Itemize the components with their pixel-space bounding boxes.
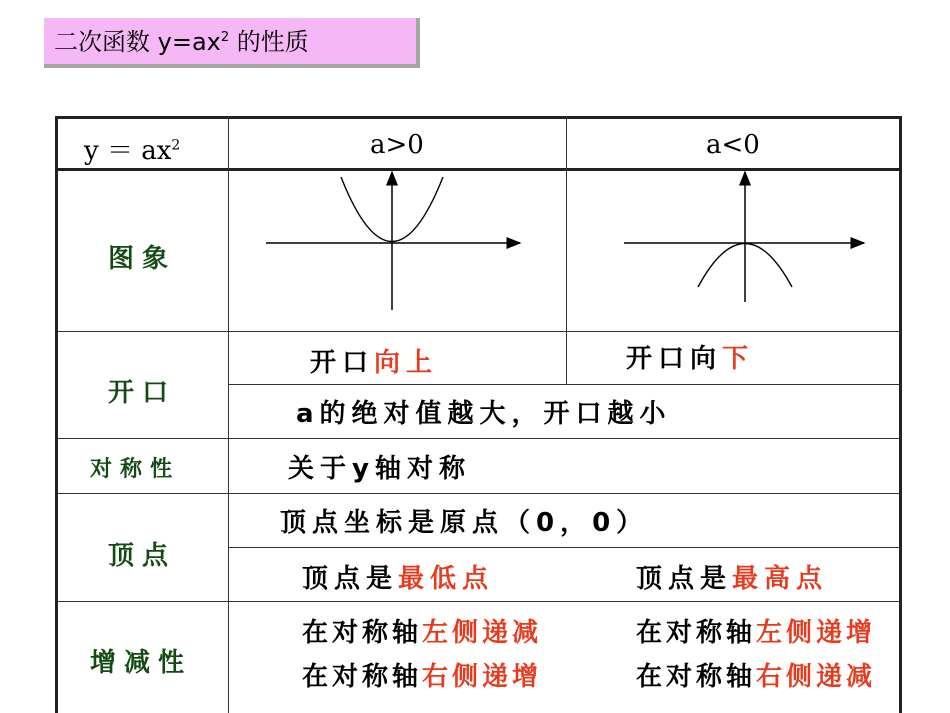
symmetry-text: 关于y轴对称 — [288, 454, 471, 484]
monotonic-positive-line1: 在对称轴左侧递减 — [302, 618, 543, 648]
title-suffix: 的性质 — [229, 28, 309, 56]
row-label-monotonic: 增减性 — [90, 648, 193, 678]
vertex-positive: 顶点是最低点 — [302, 564, 495, 594]
graph-upward-parabola — [266, 172, 520, 310]
opening-positive: 开口向上 — [310, 348, 439, 378]
vertex-common: 顶点坐标是原点（0，0） — [280, 508, 649, 538]
header-a-negative: a<0 — [706, 130, 760, 160]
row-label-vertex: 顶点 — [108, 541, 177, 571]
title-superscript: 2 — [220, 30, 230, 45]
graph-downward-parabola — [624, 172, 864, 302]
row-label-opening: 开口 — [108, 378, 177, 408]
vertex-negative: 顶点是最高点 — [636, 564, 829, 594]
monotonic-negative-line1: 在对称轴左侧递增 — [636, 618, 877, 648]
row-label-symmetry: 对称性 — [90, 457, 181, 482]
monotonic-negative-line2: 在对称轴右侧递减 — [636, 662, 877, 692]
opening-note: a的绝对值越大，开口越小 — [296, 399, 672, 429]
title-prefix: 二次函数 y=ax — [54, 28, 221, 56]
row-label-graph: 图象 — [108, 244, 177, 274]
header-a-positive: a>0 — [370, 130, 424, 160]
header-function: $y = ax^2$ — [84, 136, 181, 166]
monotonic-positive-line2: 在对称轴右侧递增 — [302, 662, 543, 692]
opening-negative: 开口向下 — [626, 344, 755, 374]
